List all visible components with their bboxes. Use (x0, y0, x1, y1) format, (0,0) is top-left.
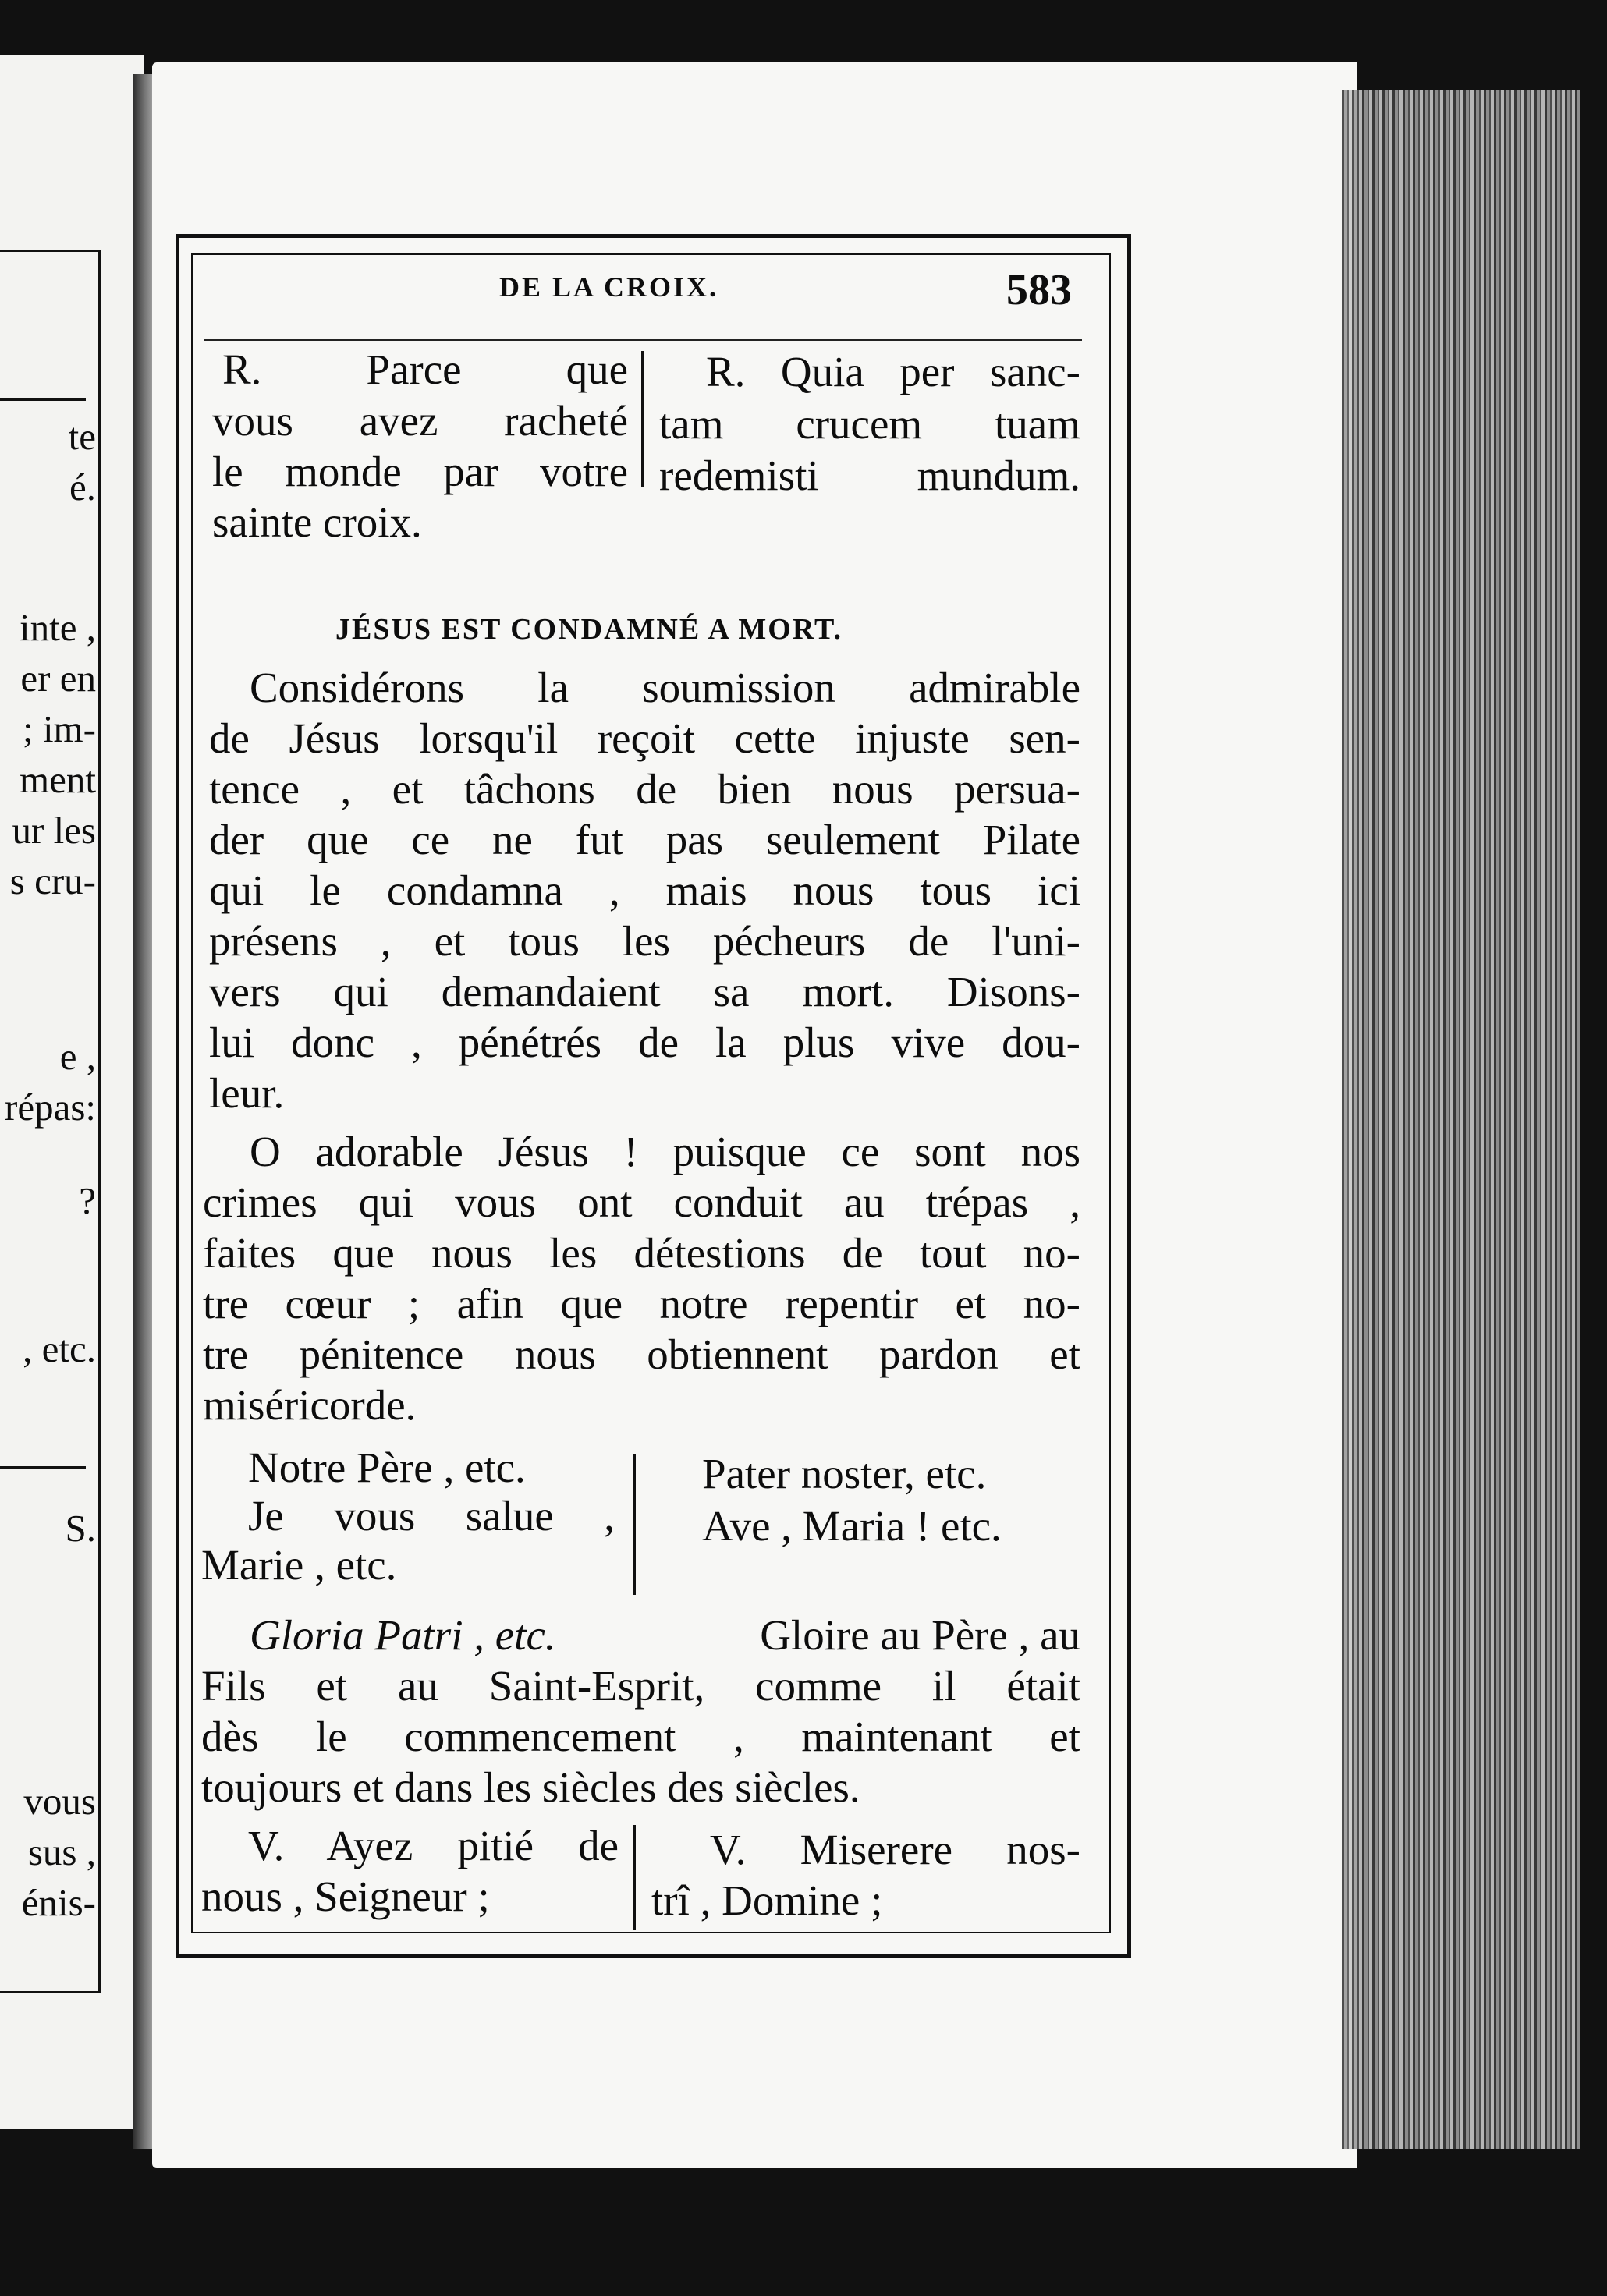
previous-page-fragment: vous (23, 1780, 96, 1823)
versicle-fr-line: V. Ayez pitié de (248, 1822, 619, 1869)
previous-page-fragment: répas: (5, 1086, 96, 1129)
pater-fr-line: Notre Père , etc. (248, 1444, 526, 1491)
meditation-line: qui le condamna , mais nous tous ici (209, 866, 1080, 914)
previous-page-fragment: ? (79, 1179, 96, 1222)
response-fr-line: sainte croix. (212, 498, 422, 546)
versicle-la-line: trî , Domine ; (651, 1876, 883, 1924)
pater-la-line: Ave , Maria ! etc. (702, 1502, 1002, 1550)
page-edges (1342, 90, 1580, 2149)
prayer-line: faites que nous les détestions de tout no- (203, 1229, 1080, 1277)
gloria-line: dès le commencement , maintenant et (201, 1713, 1080, 1760)
previous-page-rule (0, 398, 86, 401)
previous-page-fragment: ment (20, 758, 96, 801)
prayer-line: crimes qui vous ont conduit au trépas , (203, 1178, 1080, 1226)
prayer-line: O adorable Jésus ! puisque ce sont nos (250, 1128, 1080, 1175)
meditation-line: présens , et tous les pécheurs de l'uni- (209, 917, 1080, 965)
previous-page-fragment: inte , (20, 606, 96, 649)
gloria-line: toujours et dans les siècles des siècles. (201, 1763, 860, 1811)
pater-fr-line: Marie , etc. (201, 1541, 397, 1589)
pater-fr-line: Je vous salue , (248, 1492, 615, 1540)
column-divider (633, 1454, 636, 1595)
page-number: 583 (1006, 266, 1072, 314)
previous-page-fragment: ur les (12, 809, 96, 852)
previous-page-fragment: sus , (27, 1830, 96, 1873)
prayer-line: tre cœur ; afin que notre repentir et no- (203, 1280, 1080, 1327)
previous-page-rule (0, 1466, 86, 1469)
pater-la-line: Pater noster, etc. (702, 1450, 987, 1497)
versicle-la-line: V. Miserere nos- (710, 1826, 1080, 1873)
meditation-line: tence , et tâchons de bien nous persua- (209, 765, 1080, 813)
response-fr-line: vous avez racheté (212, 397, 628, 445)
column-divider (633, 1825, 636, 1930)
previous-page-fragment: te (68, 415, 96, 458)
gloria-latin: Gloria Patri , etc. (250, 1611, 556, 1659)
response-fr-line: le monde par votre (212, 448, 628, 495)
response-fr-line: R. Parce que (222, 345, 628, 393)
previous-page-fragment: énis- (21, 1881, 96, 1924)
header-rule (204, 339, 1082, 341)
gloria-first-line (250, 1610, 1080, 1660)
previous-page-fragment: er en (20, 657, 96, 700)
meditation-line: Considérons la soumission admirable (250, 664, 1080, 711)
meditation-line: de Jésus lorsqu'il reçoit cette injuste sen- (209, 714, 1080, 762)
column-divider (641, 351, 644, 487)
prayer-line: tre pénitence nous obtiennent pardon et (203, 1330, 1080, 1378)
response-la-line: tam crucem tuam (659, 400, 1080, 448)
previous-page-fragment: é. (69, 466, 96, 508)
running-head: DE LA CROIX. (499, 271, 719, 303)
section-title: JÉSUS EST CONDAMNÉ A MORT. (335, 613, 843, 646)
gloria-line: Gloire au Père , au (760, 1611, 1080, 1659)
response-la-line: redemisti mundum. (659, 452, 1080, 499)
previous-page-fragment: ; im- (23, 707, 96, 750)
prayer-line: miséricorde. (203, 1381, 417, 1429)
previous-page (0, 55, 144, 2129)
versicle-fr-line: nous , Seigneur ; (201, 1873, 490, 1920)
previous-page-fragment: S. (65, 1507, 96, 1550)
meditation-line: leur. (209, 1069, 285, 1117)
previous-page-fragment: e , (59, 1035, 96, 1078)
gloria-line: Fils et au Saint-Esprit, comme il était (201, 1662, 1080, 1710)
meditation-line: vers qui demandaient sa mort. Disons- (209, 968, 1080, 1015)
meditation-line: der que ce ne fut pas seulement Pilate (209, 816, 1080, 863)
previous-page-fragment: , etc. (23, 1327, 96, 1370)
previous-page-fragment: s cru- (9, 859, 96, 902)
response-la-line: R. Quia per sanc- (706, 348, 1080, 395)
meditation-line: lui donc , pénétrés de la plus vive dou- (209, 1019, 1080, 1066)
